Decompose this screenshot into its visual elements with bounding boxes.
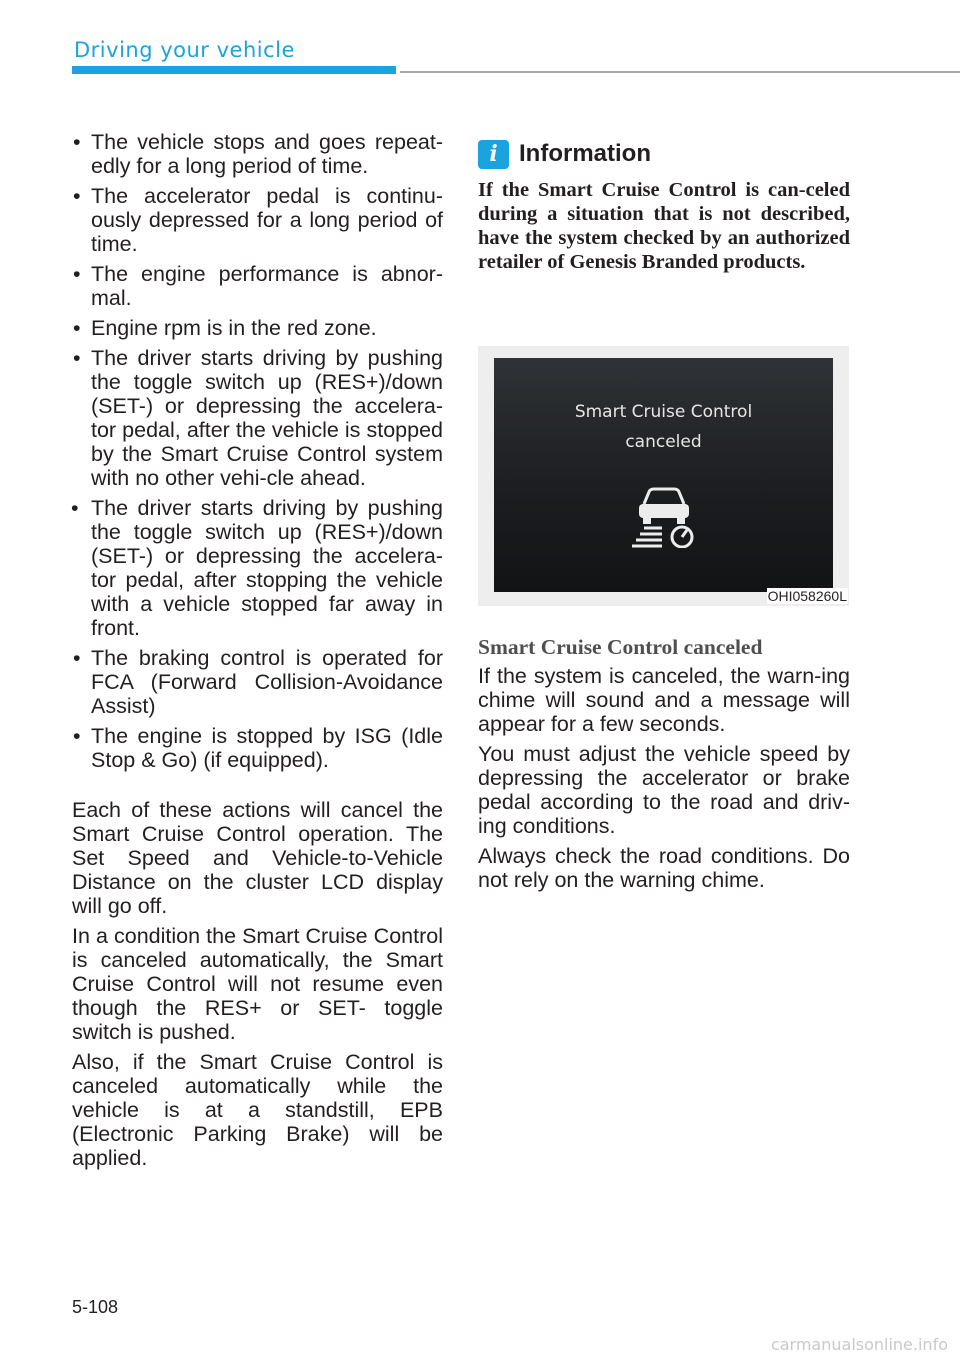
body-paragraph: You must adjust the vehicle speed by depressing the accelerator or brake pedal according to the road and driv-ing conditions.	[478, 742, 850, 838]
list-item: • The engine performance is abnor-mal.	[72, 262, 443, 310]
body-paragraph: Also, if the Smart Cruise Control is canceled automatically while the vehicle is at a standstill, EPB (Electronic Parking Brake) will be applied.	[72, 1050, 443, 1170]
list-item: • The vehicle stops and goes repeat-edly for a long period of time.	[72, 130, 443, 178]
information-box	[478, 138, 850, 274]
list-item: • The accelerator pedal is continu-ously depressed for a long period of time.	[72, 184, 443, 256]
figure-code: OHI058260L	[767, 588, 847, 604]
section-heading: Smart Cruise Control canceled	[478, 635, 763, 659]
info-icon: i	[478, 140, 509, 169]
display-message-line1: Smart Cruise Control	[574, 402, 753, 422]
body-paragraph: Always check the road conditions. Do not rely on the warning chime.	[478, 844, 850, 892]
list-item: • The driver starts driving by pushing the toggle switch up (RES+)/down (SET-) or depressing the accelera-tor pedal, after the vehicle is stopped by the Smart Cruise Control system with no other vehi-cle ahead.	[72, 346, 443, 490]
left-column	[72, 130, 443, 1176]
cluster-display-figure	[478, 346, 849, 606]
cluster-lcd-display	[494, 358, 833, 592]
body-paragraph: Each of these actions will cancel the Smart Cruise Control operation. The Set Speed and Vehicle-to-Vehicle Distance on the cluster LCD display will go off.	[72, 798, 443, 918]
display-message-line2: canceled	[625, 432, 702, 452]
page-number: 5-108	[72, 1297, 119, 1317]
information-title: Information	[519, 140, 651, 167]
header-accent-rule	[72, 66, 396, 74]
information-header	[478, 138, 850, 170]
watermark: carmanualsonline.info	[770, 1335, 948, 1354]
list-item: • Engine rpm is in the red zone.	[72, 316, 443, 340]
body-paragraph: In a condition the Smart Cruise Control is canceled automatically, the Smart Cruise Control will not resume even though the RES+ or SET- toggle switch is pushed.	[72, 924, 443, 1044]
header-grey-rule	[400, 71, 960, 73]
body-paragraph: If the system is canceled, the warn-ing chime will sound and a message will appear for a few seconds.	[478, 664, 850, 736]
cancel-section	[478, 620, 850, 898]
section-title: Driving your vehicle	[74, 38, 295, 62]
list-item: • The braking control is operated for FCA (Forward Collision-Avoidance Assist)	[72, 646, 443, 718]
cancel-conditions-list	[72, 130, 443, 772]
list-item: • The engine is stopped by ISG (Idle Stop & Go) (if equipped).	[72, 724, 443, 772]
smart-cruise-cancel-icon	[630, 484, 702, 548]
list-item: • The driver starts driving by pushing the toggle switch up (RES+)/down (SET-) or depressing the accelera-tor pedal, after stopping the vehicle with a vehicle stopped far away in front.	[72, 496, 443, 640]
information-text: If the Smart Cruise Control is can-celed during a situation that is not described, have the system checked by an authorized retailer of Genesis Branded products.	[478, 179, 850, 273]
